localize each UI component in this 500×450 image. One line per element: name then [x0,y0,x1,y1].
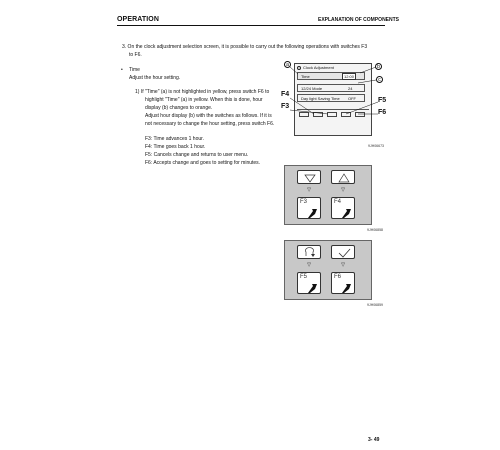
switch-panel [284,165,372,225]
bullet-subtitle: Adjust the hour setting. [129,75,181,81]
bullet-mark: • [121,67,123,73]
chapter-header: EXPLANATION OF COMPONENTS [318,17,400,23]
chevron-down-icon: ▽ [307,187,311,193]
step-line-4: Adjust hour display (b) with the switches as follows. If it is [145,113,272,119]
key-f6: F6: Accepts change and goes to setting for minutes. [145,160,261,166]
key-f5: F5: Cancels change and returns to user menu. [145,152,249,158]
bullet-title: Time [129,67,140,73]
section-header: OPERATION [117,16,159,23]
clock-adjustment-figure [281,60,387,152]
page-number: 3- 49 [368,437,380,443]
step-line-5: not necessary to change the hour setting, press switch F6. [145,121,275,127]
key-f3: F3: Time advances 1 hour. [145,136,204,142]
dst-row-value: OFF [348,96,356,101]
header-rule [117,25,385,26]
label-f3: F3 [281,103,290,110]
f4-key-label: F4 [334,199,342,205]
chevron-down-icon: ▽ [341,262,345,268]
up-arrow-key [331,170,355,184]
time-row-label: Time [301,74,310,79]
return-key [297,245,321,259]
figure-id: 9JH06673 [368,144,384,148]
label-f6: F6 [378,109,387,116]
f4-switch[interactable] [331,197,355,219]
return-arrow-icon [298,246,322,260]
f3-f4-figure [284,165,384,233]
chevron-down-icon: ▽ [341,187,345,193]
hour-display: 12:00 [344,74,355,79]
finger-press-icon [341,208,353,219]
down-arrow-key [297,170,321,184]
mode-row-label: 12/24 Mode [301,86,323,91]
enter-key [331,245,355,259]
f5-key-label: F5 [300,274,308,280]
label-f4: F4 [281,91,290,98]
step-line-2: highlight "Time" (a) in yellow. When this is done, hour [145,97,263,103]
intro-line-1: 3. On the clock adjustment selection screen, it is possible to carry out the following operations with switches F3 [122,44,368,50]
f5-f6-figure [284,240,384,308]
finger-press-icon [307,208,319,219]
figure-id: 9JH06858 [367,228,383,232]
f6-switch[interactable] [331,272,355,294]
figure-id: 9JH06859 [367,303,383,307]
callout-leaders [284,60,387,152]
screen-title: Clock Adjustment [303,65,334,70]
key-f4: F4: Time goes back 1 hour. [145,144,206,150]
f6-key-label: F6 [334,274,342,280]
f5-switch[interactable] [297,272,321,294]
switch-panel [284,240,372,300]
finger-press-icon [307,283,319,294]
chevron-down-icon: ▽ [307,262,311,268]
dst-row-label: Day light Saving Time [301,96,340,101]
finger-press-icon [341,283,353,294]
step-line-1: 1) If "Time" (a) is not highlighted in yellow, press switch F6 to [135,89,270,95]
step-line-3: display (b) changes to orange. [145,105,213,111]
f3-switch[interactable] [297,197,321,219]
intro-line-2: to F6. [129,52,142,58]
triangle-down-icon [298,171,322,185]
label-f5: F5 [378,97,387,104]
callout-a: a [284,61,291,68]
triangle-up-icon [332,171,356,185]
mode-row-value: 24 [348,86,353,91]
callout-c: c [376,76,383,83]
f3-key-label: F3 [300,199,308,205]
callout-b: b [375,63,382,70]
checkmark-icon [332,246,356,260]
